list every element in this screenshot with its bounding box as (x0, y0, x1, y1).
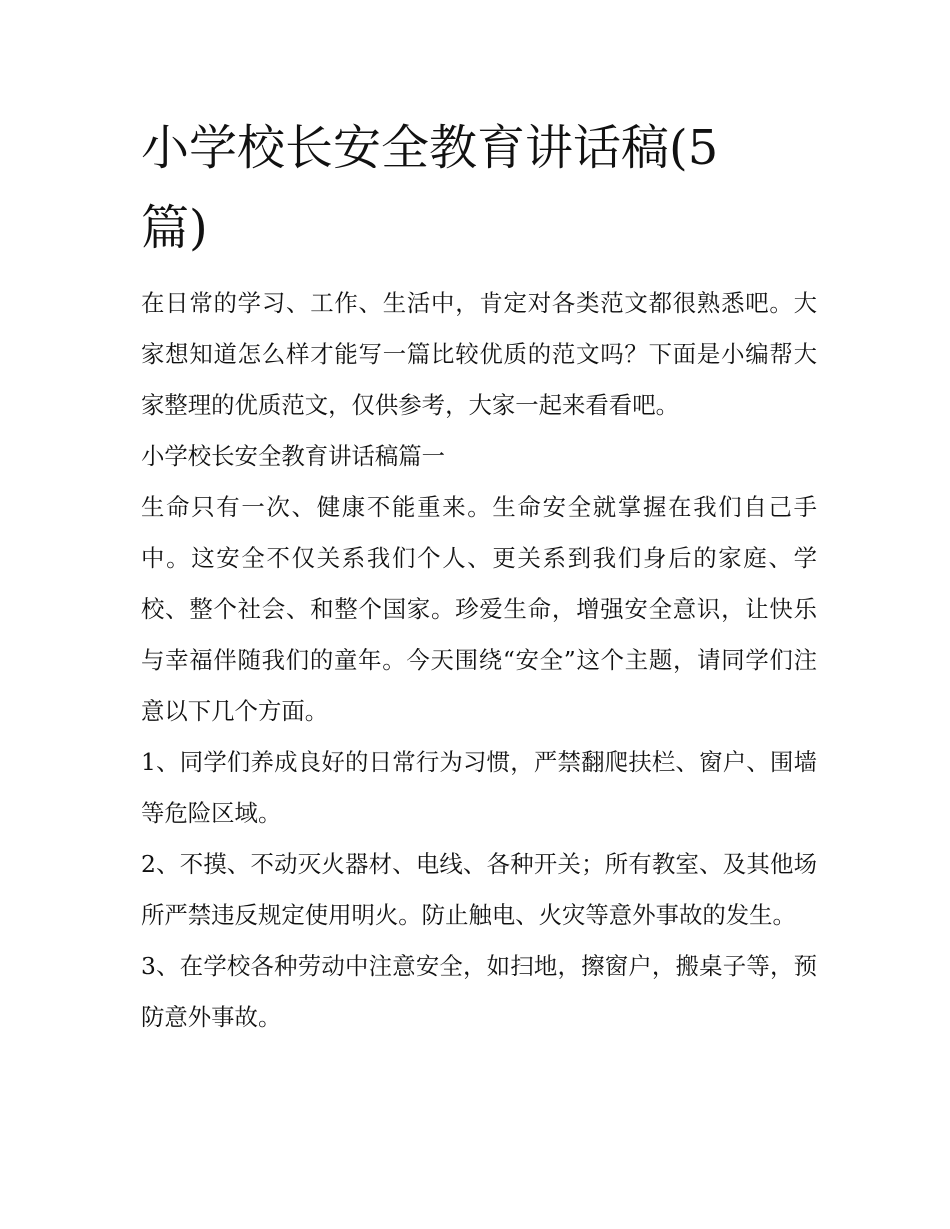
document-body (141, 278, 817, 1043)
body-paragraph-1: 生命只有一次、健康不能重来。生命安全就掌握在我们自己手中。这安全不仅关系我们个人、更关系到我们身后的家庭、学校、整个社会、和整个国家。珍爱生命，增强安全意识，让快乐与幸福伴随我们的童年。今天围绕“安全”这个主题，请同学们注意以下几个方面。 (141, 493, 817, 725)
list-item-2: 2、不摸、不动灭火器材、电线、各种开关；所有教室、及其他场所严禁违反规定使用明火。防止触电、火灾等意外事故的发生。 (141, 850, 817, 929)
list-item-1: 1、同学们养成良好的日常行为习惯，严禁翻爬扶栏、窗户、围墙等危险区域。 (141, 748, 817, 827)
intro-paragraph: 在日常的学习、工作、生活中，肯定对各类范文都很熟悉吧。大家想知道怎么样才能写一篇比较优质的范文吗？下面是小编帮大家整理的优质范文，仅供参考，大家一起来看看吧。 (141, 289, 817, 419)
document-title (141, 108, 821, 268)
title-main: 小学校长安全教育讲话稿(5 (141, 120, 719, 176)
section-heading: 小学校长安全教育讲话稿篇一 (141, 442, 446, 470)
title-tail: 篇) (141, 200, 208, 256)
list-item-3: 3、在学校各种劳动中注意安全，如扫地，擦窗户，搬桌子等，预防意外事故。 (141, 952, 817, 1031)
